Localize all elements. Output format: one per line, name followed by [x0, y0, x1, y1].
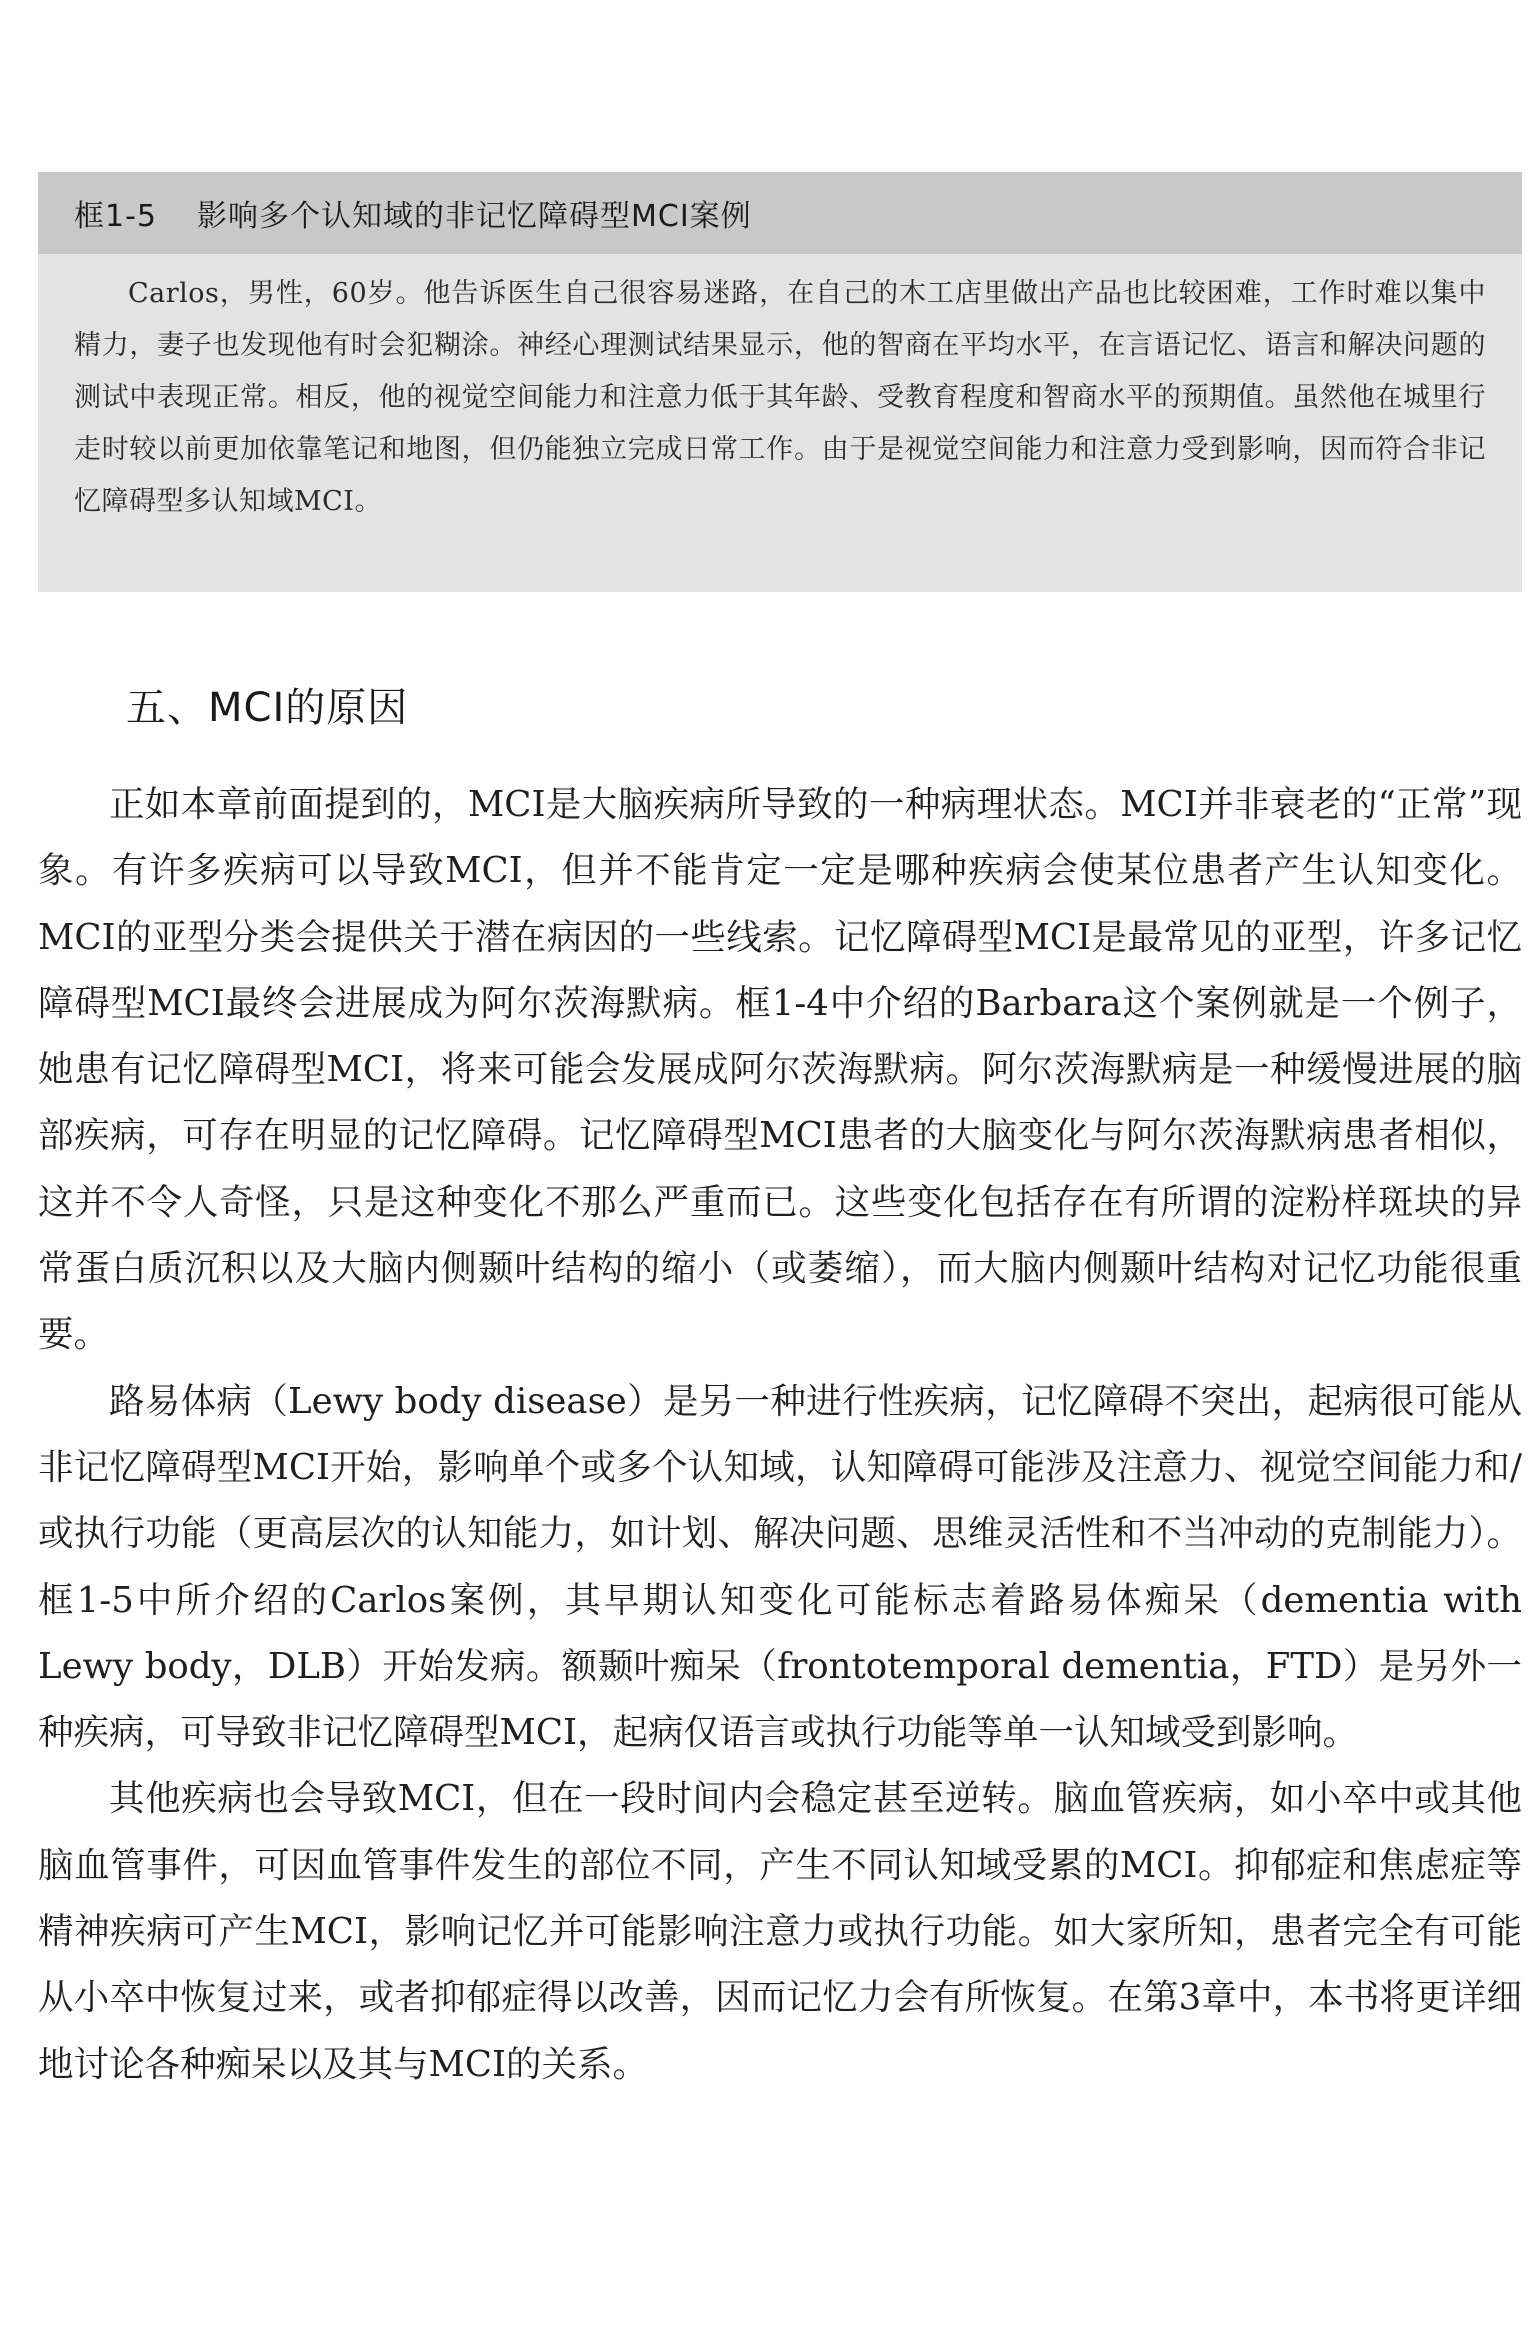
paragraph: 其他疾病也会导致MCI，但在一段时间内会稳定甚至逆转。脑血管疾病，如小卒中或其他脑血管事件，可因血管事件发生的部位不同，产生不同认知域受累的MCI。抑郁症和焦虑症等精神疾病可产生MCI，影响记忆并可能影响注意力或执行功能。如大家所知，患者完全有可能从小卒中恢复过来，或者抑郁症得以改善，因而记忆力会有所恢复。在第3章中，本书将更详细地讨论各种痴呆以及其与MCI的关系。 — [38, 1778, 1522, 2085]
main-text — [38, 772, 1522, 2098]
paragraph: 正如本章前面提到的，MCI是大脑疾病所导致的一种病理状态。MCI并非衰老的“正常”现象。有许多疾病可以导致MCI，但并不能肯定一定是哪种疾病会使某位患者产生认知变化。MCI的亚型分类会提供关于潜在病因的一些线索。记忆障碍型MCI是最常见的亚型，许多记忆障碍型MCI最终会进展成为阿尔茨海默病。框1-4中介绍的Barbara这个案例就是一个例子，她患有记忆障碍型MCI，将来可能会发展成阿尔茨海默病。阿尔茨海默病是一种缓慢进展的脑部疾病，可存在明显的记忆障碍。记忆障碍型MCI患者的大脑变化与阿尔茨海默病患者相似，这并不令人奇怪，只是这种变化不那么严重而已。这些变化包括存在有所谓的淀粉样斑块的异常蛋白质沉积以及大脑内侧颞叶结构的缩小（或萎缩），而大脑内侧颞叶结构对记忆功能很重要。 — [38, 784, 1522, 1356]
case-box-body: Carlos，男性，60岁。他告诉医生自己很容易迷路，在自己的木工店里做出产品也比较困难，工作时难以集中精力，妻子也发现他有时会犯糊涂。神经心理测试结果显示，他的智商在平均水平，在言语记忆、语言和解决问题的测试中表现正常。相反，他的视觉空间能力和注意力低于其年龄、受教育程度和智商水平的预期值。虽然他在城里行走时较以前更加依靠笔记和地图，但仍能独立完成日常工作。由于是视觉空间能力和注意力受到影响，因而符合非记忆障碍型多认知域MCI。 — [74, 278, 1486, 517]
paragraph: 路易体病（Lewy body disease）是另一种进行性疾病，记忆障碍不突出，起病很可能从非记忆障碍型MCI开始，影响单个或多个认知域，认知障碍可能涉及注意力、视觉空间能力和/或执行功能（更高层次的认知能力，如计划、解决问题、思维灵活性和不当冲动的克制能力）。框1-5中所介绍的Carlos案例，其早期认知变化可能标志着路易体痴呆（dementia with Lewy body，DLB）开始发病。额颞叶痴呆（frontotemporal dementia，FTD）是另外一种疾病，可导致非记忆障碍型MCI，起病仅语言或执行功能等单一认知域受到影响。 — [38, 1380, 1522, 1754]
section-heading: 五、MCI的原因 — [126, 685, 409, 731]
case-box — [38, 172, 1522, 592]
case-box-header — [38, 172, 1522, 254]
case-box-label: 框1-5 — [74, 199, 157, 234]
case-box-title: 影响多个认知域的非记忆障碍型MCI案例 — [197, 199, 752, 234]
